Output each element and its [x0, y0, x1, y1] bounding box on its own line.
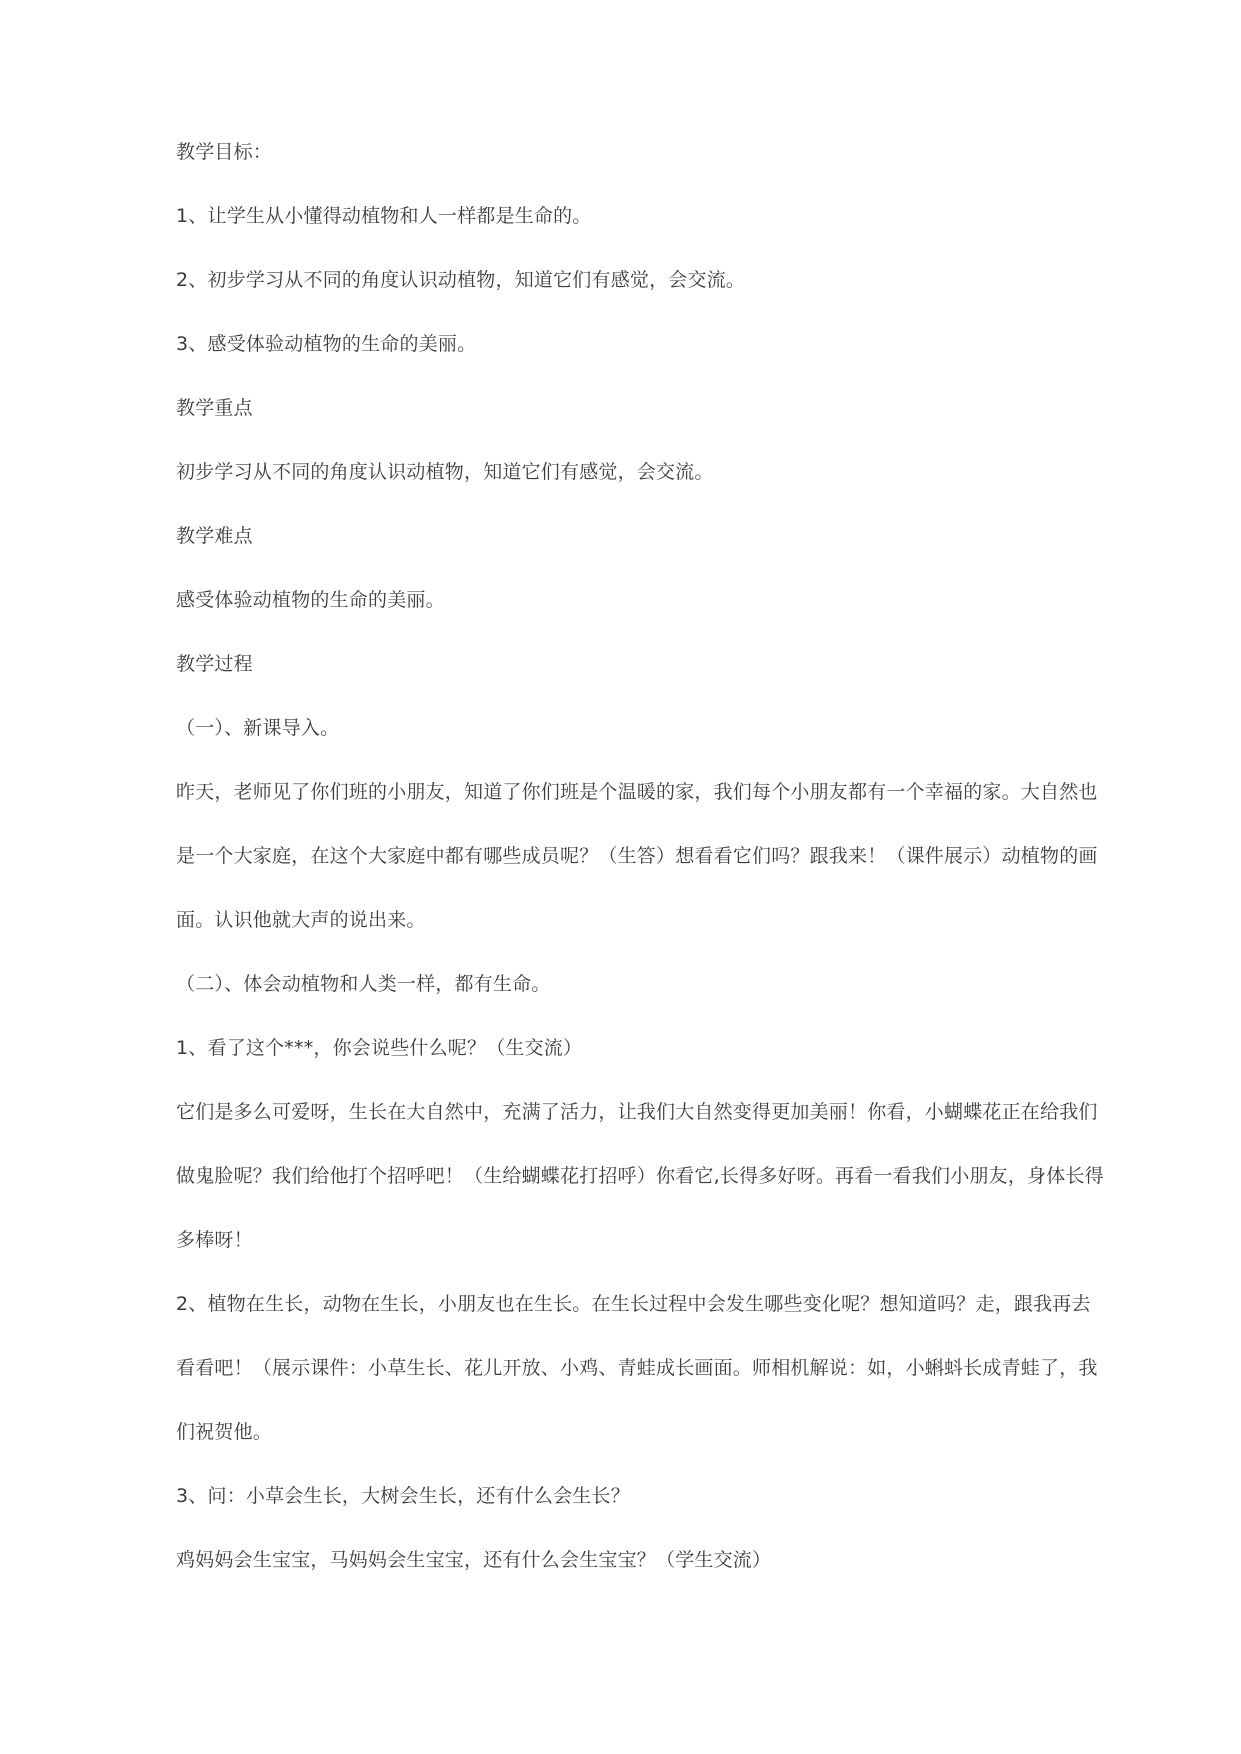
goal-item-2: 2、初步学习从不同的角度认识动植物，知道它们有感觉，会交流。	[176, 269, 746, 291]
paragraph-line: 它们是多么可爱呀，生长在大自然中，充满了活力，让我们大自然变得更加美丽！你看，小蝴蝶花正在给我们	[176, 1101, 1098, 1123]
key-points-text: 初步学习从不同的角度认识动植物，知道它们有感觉，会交流。	[176, 461, 714, 483]
step-1: 1、看了这个***，你会说些什么呢？（生交流）	[176, 1037, 583, 1059]
paragraph-line: 做鬼脸呢？我们给他打个招呼吧！（生给蝴蝶花打招呼）你看它,长得多好呀。再看一看我们小朋友，身体长得	[176, 1165, 1104, 1187]
paragraph-line: 昨天，老师见了你们班的小朋友，知道了你们班是个温暖的家，我们每个小朋友都有一个幸福的家。大自然也	[176, 781, 1098, 803]
heading-difficulties: 教学难点	[176, 525, 253, 547]
section-2-heading: （二）、体会动植物和人类一样，都有生命。	[176, 973, 551, 995]
step-3: 3、问：小草会生长，大树会生长，还有什么会生长？	[176, 1485, 630, 1507]
goal-item-1: 1、让学生从小懂得动植物和人一样都是生命的。	[176, 205, 592, 227]
section-1-heading: （一）、新课导入。	[176, 717, 340, 739]
paragraph-line: 多棒呀！	[176, 1229, 253, 1251]
paragraph-line: 鸡妈妈会生宝宝，马妈妈会生宝宝，还有什么会生宝宝？（学生交流）	[176, 1549, 772, 1571]
heading-teaching-goals: 教学目标：	[176, 141, 273, 163]
difficulties-text: 感受体验动植物的生命的美丽。	[176, 589, 445, 611]
heading-key-points: 教学重点	[176, 397, 253, 419]
paragraph-line: 们祝贺他。	[176, 1421, 273, 1443]
paragraph-line: 看看吧！（展示课件：小草生长、花儿开放、小鸡、青蛙成长画面。师相机解说：如，小蝌蚪长成青蛙了，我	[176, 1357, 1098, 1379]
step-2: 2、植物在生长，动物在生长，小朋友也在生长。在生长过程中会发生哪些变化呢？想知道吗？走，跟我再去	[176, 1293, 1091, 1315]
heading-process: 教学过程	[176, 653, 253, 675]
paragraph-line: 是一个大家庭，在这个大家庭中都有哪些成员呢？（生答）想看看它们吗？跟我来！（课件展示）动植物的画	[176, 845, 1098, 867]
goal-item-3: 3、感受体验动植物的生命的美丽。	[176, 333, 477, 355]
paragraph-line: 面。认识他就大声的说出来。	[176, 909, 426, 931]
